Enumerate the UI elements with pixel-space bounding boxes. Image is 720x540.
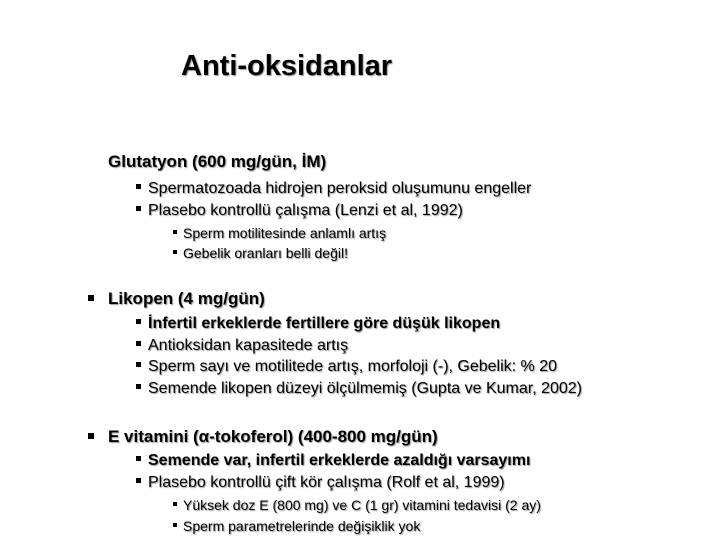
sub-list-item	[173, 497, 541, 513]
slide-title: Anti-oksidanlar	[181, 50, 393, 82]
bullet-icon	[136, 206, 141, 211]
bullet-icon	[136, 362, 141, 367]
list-item	[136, 202, 463, 220]
bullet-icon	[173, 523, 177, 527]
section-heading-likopen	[88, 289, 265, 309]
heading-text: Glutatyon (600 mg/gün, İM)	[108, 152, 327, 171]
bullet-icon	[136, 319, 141, 324]
heading-text: E vitamini (α-tokoferol) (400-800 mg/gün)	[108, 427, 438, 446]
bullet-icon	[173, 502, 177, 506]
bullet-icon	[173, 250, 177, 254]
list-item	[136, 452, 530, 470]
list-item	[136, 380, 582, 398]
sub-list-item	[173, 518, 420, 534]
list-item-text: Plasebo kontrollü çift kör çalışma (Rolf et al, 1999)	[148, 474, 505, 491]
list-item-text: Plasebo kontrollü çalışma (Lenzi et al, 1992)	[148, 202, 463, 219]
sub-list-item-text: Sperm motilitesinde anlamlı artış	[183, 225, 387, 241]
list-item	[136, 358, 557, 376]
list-item-text: Spermatozoada hidrojen peroksid oluşumunu engeller	[148, 180, 532, 197]
sub-list-item	[173, 245, 348, 261]
bullet-icon	[136, 384, 141, 389]
bullet-icon	[136, 456, 141, 461]
list-item	[136, 474, 505, 492]
list-item	[136, 337, 348, 355]
section-heading-glutatyon	[108, 152, 326, 172]
heading-text: Likopen (4 mg/gün)	[108, 289, 265, 308]
sub-list-item-text: Yüksek doz E (800 mg) ve C (1 gr) vitamini tedavisi (2 ay)	[183, 497, 541, 513]
bullet-icon	[136, 478, 141, 483]
list-item	[136, 315, 500, 333]
section-heading-e-vitamini	[88, 427, 438, 447]
bullet-icon	[88, 433, 94, 439]
list-item-text: Semende likopen düzeyi ölçülmemiş (Gupta ve Kumar, 2002)	[148, 380, 582, 397]
list-item	[136, 180, 531, 198]
bullet-icon	[136, 184, 141, 189]
list-item-text: Semende var, infertil erkeklerde azaldığı varsayımı	[148, 452, 531, 469]
bullet-icon	[136, 341, 141, 346]
bullet-icon	[173, 230, 177, 234]
sub-list-item-text: Gebelik oranları belli değil!	[183, 245, 348, 261]
list-item-text: Sperm sayı ve motilitede artış, morfoloji (-), Gebelik: % 20	[148, 358, 558, 375]
bullet-icon	[88, 295, 94, 301]
sub-list-item-text: Sperm parametrelerinde değişiklik yok	[183, 518, 421, 534]
list-item-text: İnfertil erkeklerde fertillere göre düşük likopen	[148, 315, 501, 332]
sub-list-item	[173, 225, 386, 241]
list-item-text: Antioksidan kapasitede artış	[148, 337, 349, 354]
